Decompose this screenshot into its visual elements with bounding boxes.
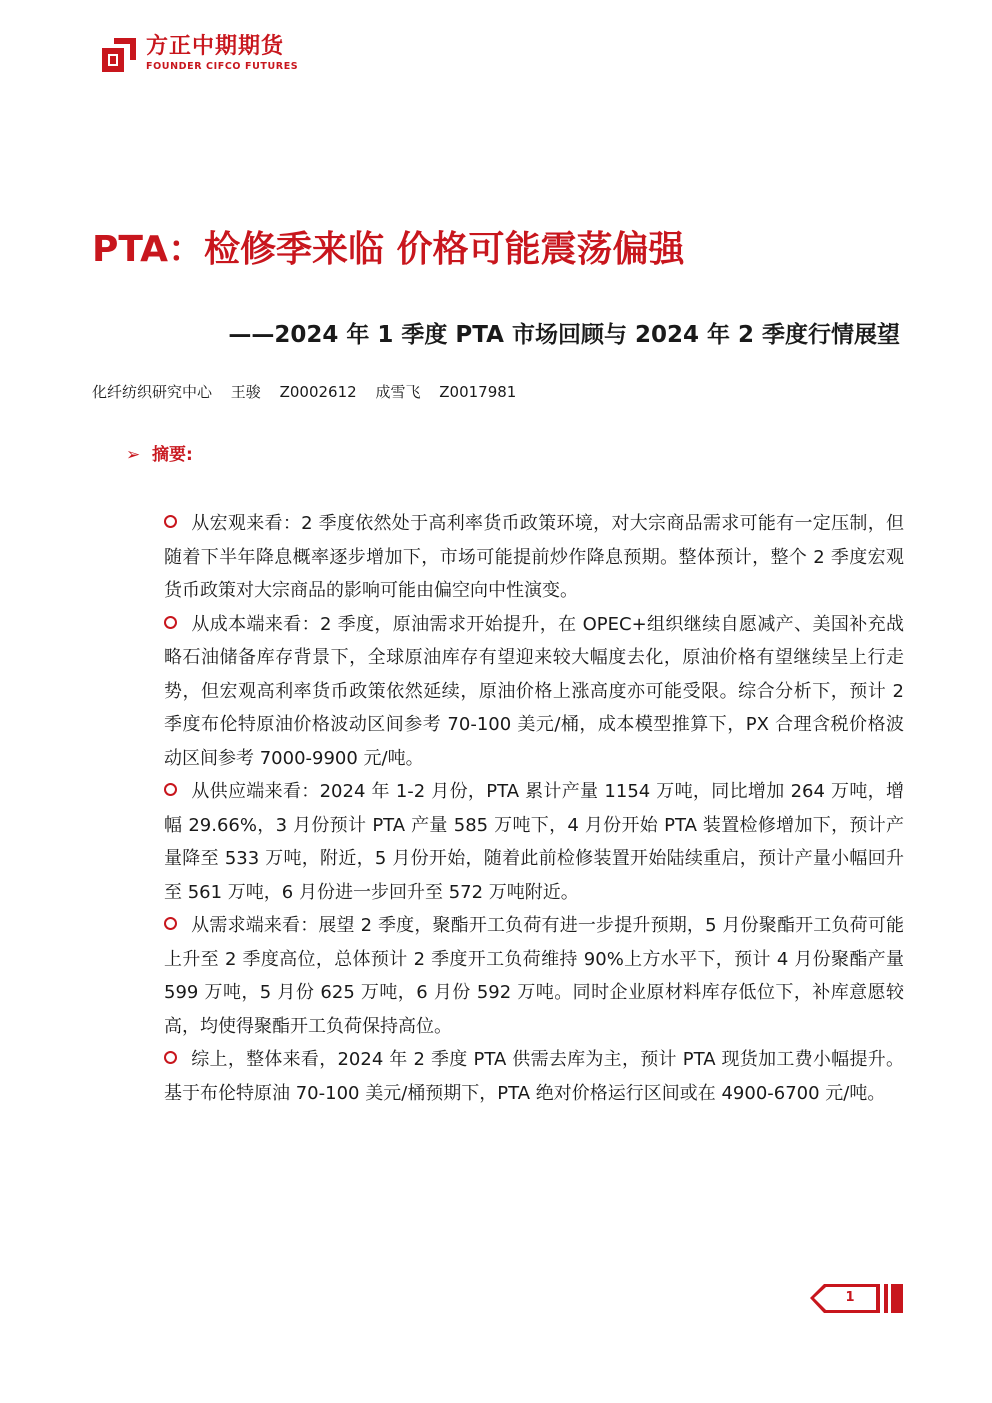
paragraph-text: 从供应端来看：2024 年 1-2 月份，PTA 累计产量 1154 万吨，同比增加 264 万吨，增幅 29.66%，3 月份预计 PTA 产量 585 万吨下，4 月份开始 PTA 装置检修增加下，预计产量降至 533 万吨，附近，5 月份开始，随着此前检修装置开始陆续重启，预计产量小幅回升至 561 万吨，6 月份进一步回升至 572 万吨附近。 (164, 781, 904, 903)
department: 化纤纺织研究中心 (92, 383, 213, 401)
logo-text-cn: 方正中期期货 (146, 34, 285, 59)
author-license: Z0002612 (279, 383, 357, 401)
arrow-bullet-icon: ➢ (126, 445, 141, 465)
summary-body (164, 507, 904, 1110)
author-name: 成雪飞 (375, 383, 421, 401)
logo-text-en: FOUNDER CIFCO FUTURES (146, 61, 299, 72)
author-name: 王骏 (230, 383, 261, 401)
paragraph-text: 从成本端来看：2 季度，原油需求开始提升，在 OPEC+组织继续自愿减产、美国补充战略石油储备库存背景下，全球原油库存有望迎来较大幅度去化，原油价格有望继续呈上行走势，但宏观高利率货币政策依然延续，原油价格上涨高度亦可能受限。综合分析下，预计 2 季度布伦特原油价格波动区间参考 70-100 美元/桶，成本模型推算下，PX 合理含税价格波动区间参考 7000-9900 元/吨。 (164, 613, 904, 769)
report-title: PTA：检修季来临 价格可能震荡偏强 (92, 229, 685, 270)
summary-paragraph (164, 507, 904, 608)
summary-paragraph (164, 775, 904, 909)
circle-bullet-icon (164, 1051, 177, 1064)
author-license: Z0017981 (439, 383, 517, 401)
circle-bullet-icon (164, 783, 177, 796)
page-number: 1 (845, 1290, 855, 1305)
paragraph-text: 从需求端来看：展望 2 季度，聚酯开工负荷有进一步提升预期，5 月份聚酯开工负荷可能上升至 2 季度高位，总体预计 2 季度开工负荷维持 90%上方水平下，预计 4 月份聚酯产量 599 万吨，5 月份 625 万吨，6 月份 592 万吨。同时企业原材料库存低位下，补库意愿较高，均使得聚酯开工负荷保持高位。 (164, 915, 904, 1037)
circle-bullet-icon (164, 616, 177, 629)
paragraph-text: 综上，整体来看，2024 年 2 季度 PTA 供需去库为主，预计 PTA 现货加工费小幅提升。基于布伦特原油 70-100 美元/桶预期下，PTA 绝对价格运行区间或在 4900-6700 元/吨。 (164, 1049, 904, 1104)
author-line (92, 381, 530, 403)
company-logo (100, 34, 330, 76)
founder-logo-icon (100, 36, 138, 74)
summary-paragraph (164, 608, 904, 776)
summary-paragraph (164, 1043, 904, 1110)
report-subtitle: ——2024 年 1 季度 PTA 市场回顾与 2024 年 2 季度行情展望 (228, 322, 900, 348)
summary-heading-label: 摘要: (152, 445, 193, 465)
page-number-badge (810, 1283, 904, 1315)
circle-bullet-icon (164, 515, 177, 528)
summary-heading (126, 442, 193, 468)
summary-paragraph (164, 909, 904, 1043)
circle-bullet-icon (164, 917, 177, 930)
paragraph-text: 从宏观来看：2 季度依然处于高利率货币政策环境，对大宗商品需求可能有一定压制，但随着下半年降息概率逐步增加下，市场可能提前炒作降息预期。整体预计，整个 2 季度宏观货币政策对大宗商品的影响可能由偏空向中性演变。 (164, 513, 904, 601)
